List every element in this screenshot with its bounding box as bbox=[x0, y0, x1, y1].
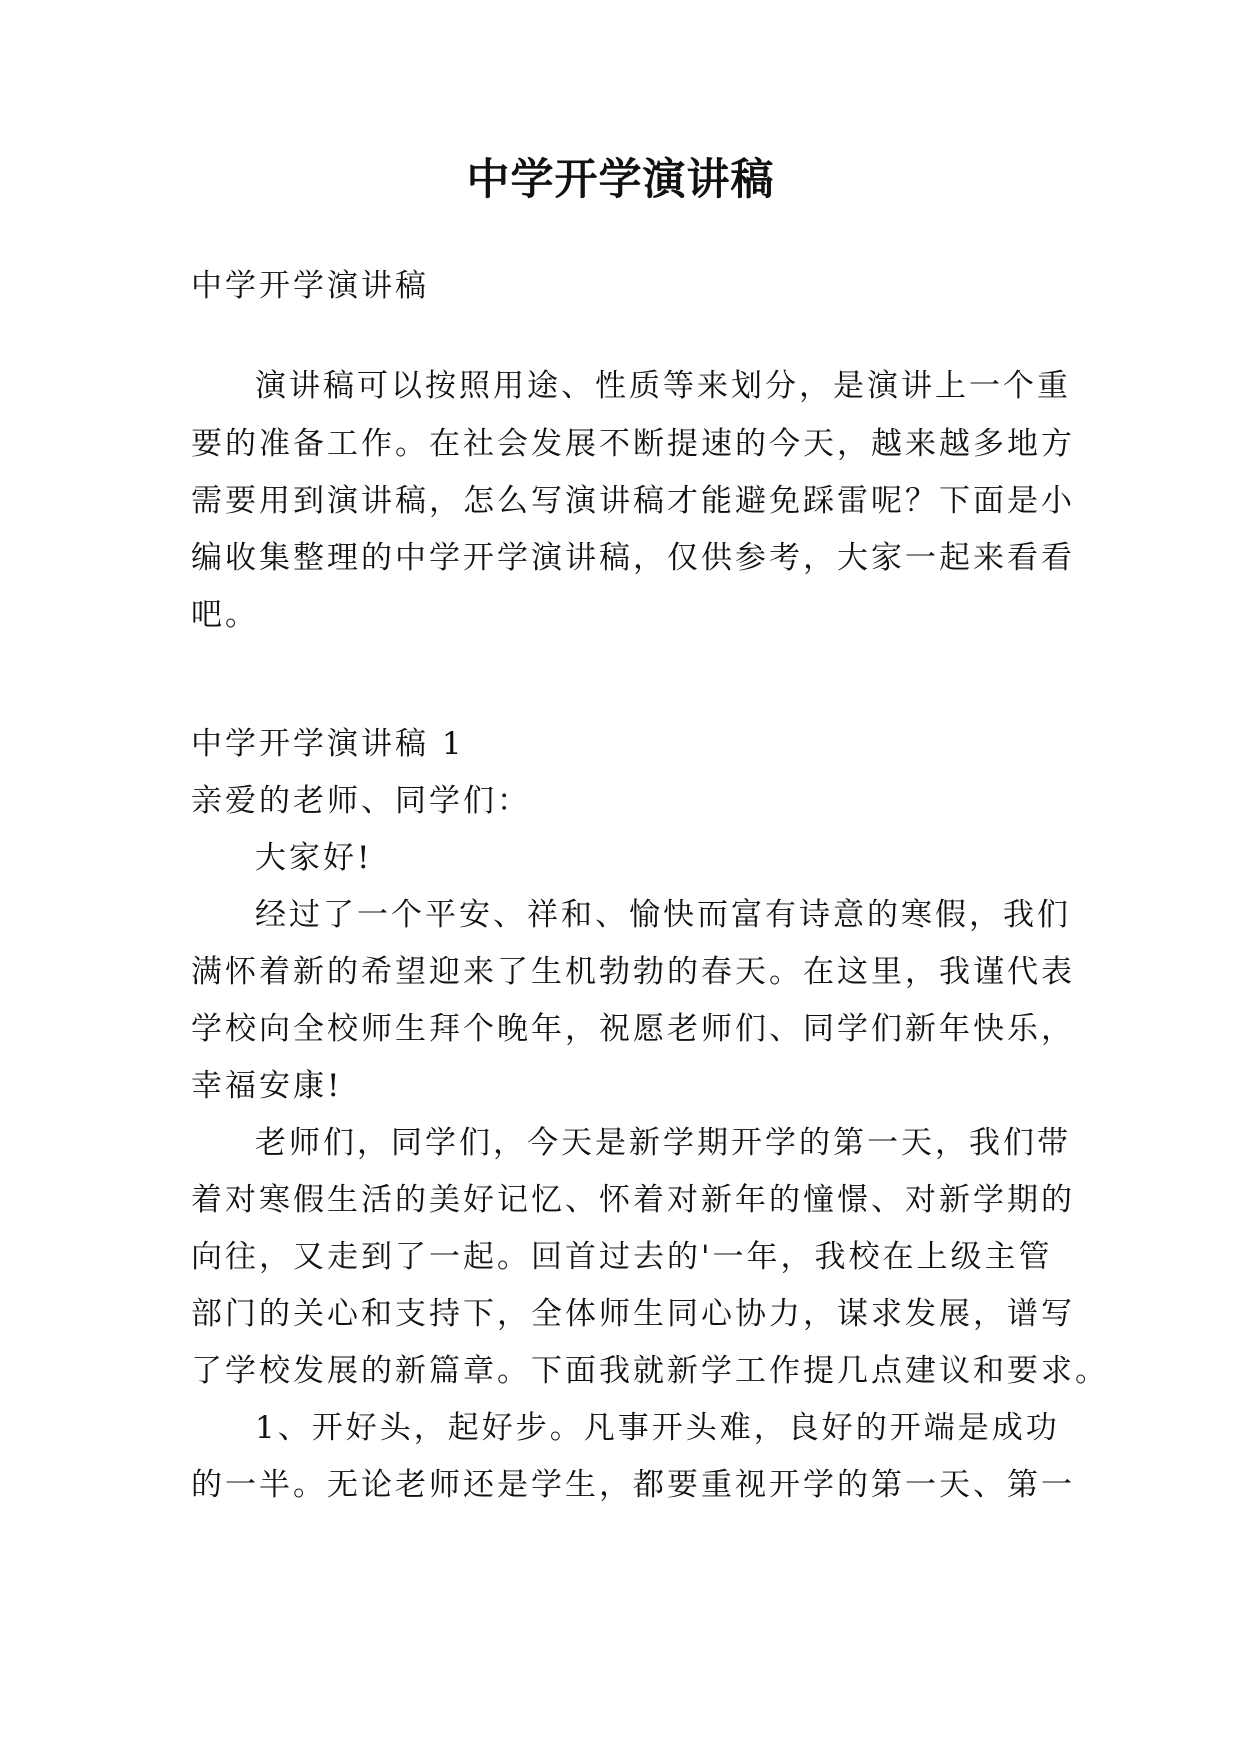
text-line: 学校向全校师生拜个晚年，祝愿老师们、同学们新年快乐， bbox=[191, 1011, 1075, 1047]
text-line: 吧。 bbox=[191, 597, 259, 633]
text-line: 向往，又走到了一起。回首过去的'一年，我校在上级主管 bbox=[191, 1239, 1053, 1275]
text-line: 需要用到演讲稿，怎么写演讲稿才能避免踩雷呢？下面是小 bbox=[191, 483, 1075, 519]
text-line: 部门的关心和支持下，全体师生同心协力，谋求发展，谱写 bbox=[191, 1296, 1075, 1332]
document-subtitle: 中学开学演讲稿 bbox=[191, 268, 429, 304]
section-heading: 中学开学演讲稿 1 bbox=[191, 726, 465, 762]
text-line: 满怀着新的希望迎来了生机勃勃的春天。在这里，我谨代表 bbox=[191, 954, 1075, 990]
text-line: 1、开好头，起好步。凡事开头难，良好的开端是成功 bbox=[255, 1410, 1060, 1446]
salutation: 亲爱的老师、同学们： bbox=[191, 783, 531, 819]
text-line: 幸福安康! bbox=[191, 1068, 343, 1104]
greeting: 大家好! bbox=[255, 840, 373, 876]
document-title: 中学开学演讲稿 bbox=[466, 155, 775, 205]
text-line: 经过了一个平安、祥和、愉快而富有诗意的寒假，我们 bbox=[255, 897, 1071, 933]
text-line: 要的准备工作。在社会发展不断提速的今天，越来越多地方 bbox=[191, 426, 1075, 462]
text-line: 老师们，同学们，今天是新学期开学的第一天，我们带 bbox=[255, 1125, 1071, 1161]
text-line: 了学校发展的新篇章。下面我就新学工作提几点建议和要求。 bbox=[191, 1353, 1109, 1389]
text-line: 的一半。无论老师还是学生，都要重视开学的第一天、第一 bbox=[191, 1467, 1075, 1503]
text-line: 演讲稿可以按照用途、性质等来划分，是演讲上一个重 bbox=[255, 368, 1071, 404]
text-line: 着对寒假生活的美好记忆、怀着对新年的憧憬、对新学期的 bbox=[191, 1182, 1075, 1218]
text-line: 编收集整理的中学开学演讲稿，仅供参考，大家一起来看看 bbox=[191, 540, 1075, 576]
